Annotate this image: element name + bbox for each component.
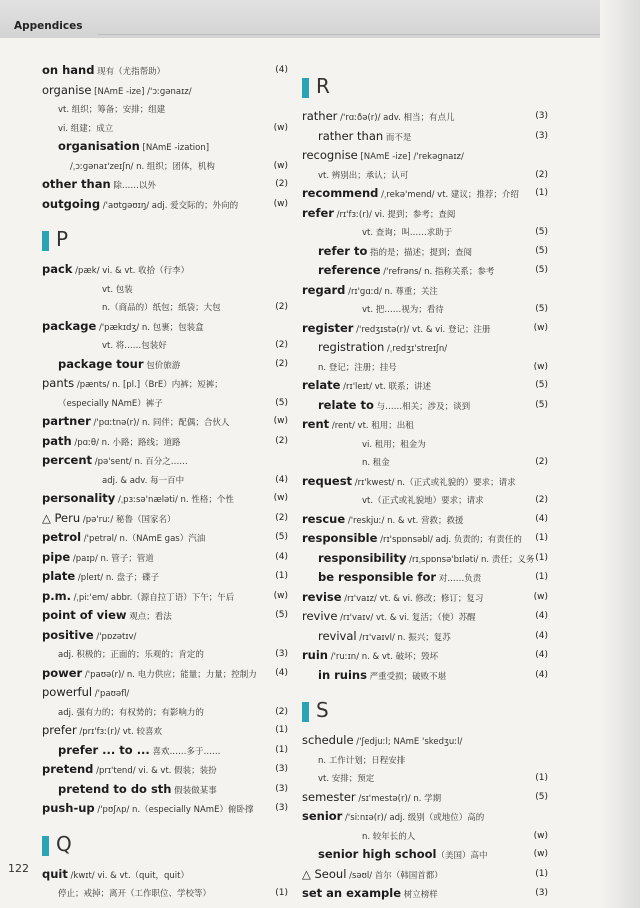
glossary-entry [302, 147, 548, 167]
definition: /'ruːɪn/ n. & vt. 破坏；毁坏 [328, 652, 439, 662]
definition: /ˌpiː'em/ abbr.（源自拉丁语）下午；午后 [70, 592, 235, 603]
definition: /'pɒzətɪv/ [93, 631, 137, 642]
section-letter: R [316, 74, 330, 98]
unit-tag: (w) [273, 160, 288, 171]
definition: n. 登记；注册；挂号 [318, 362, 397, 373]
headword: p.m. [42, 588, 71, 603]
glossary-entry [302, 828, 548, 847]
glossary-entry [302, 282, 548, 302]
headword: rescue [302, 511, 346, 526]
definition: /paɪp/ n. 管子；管道 [70, 553, 154, 564]
unit-tag: (w) [533, 361, 548, 372]
definition: 严重受损；破败不堪 [366, 671, 447, 682]
headword: plate [42, 569, 76, 583]
right-column [302, 62, 548, 905]
headword: semester [302, 789, 356, 804]
glossary-entry [302, 454, 548, 473]
unit-tag: (2) [275, 358, 288, 369]
unit-tag: (4) [275, 551, 288, 562]
header-rule [98, 34, 600, 35]
definition: n. 租金 [362, 458, 390, 468]
glossary-entry [302, 167, 548, 186]
headword: pretend to do sth [58, 781, 172, 796]
glossary-entry [302, 846, 548, 866]
glossary-entry [302, 436, 548, 455]
unit-tag: (5) [535, 265, 548, 275]
headword: pipe [42, 549, 71, 564]
glossary-entry [302, 224, 548, 243]
unit-tag: (4) [275, 667, 288, 678]
headword: personality [42, 491, 116, 505]
definition: /rɪ'fɜː(r)/ vi. 提到；参考；查阅 [333, 209, 456, 220]
definition: /rɪ'spɒnsəbl/ adj. 负责的；有责任的 [377, 535, 522, 545]
glossary-entry [42, 607, 288, 627]
headword: rather [302, 109, 338, 123]
glossary-entry [302, 885, 548, 905]
headword: △ Seoul [302, 866, 347, 881]
definition: /səʊl/ 首尔（韩国首都） [346, 870, 443, 881]
definition: vt. 组织；筹备；安排；组建 [58, 105, 166, 115]
glossary-entry [302, 262, 548, 282]
definition: vt. 查询；叫……求助于 [362, 228, 453, 238]
headword: responsibility [318, 550, 407, 565]
glossary-entry [42, 158, 288, 177]
glossary-entry [302, 416, 548, 436]
glossary-entry [302, 320, 548, 340]
definition: adj. & adv. 每一百中 [102, 475, 185, 486]
glossary-entry [42, 781, 288, 801]
definition: /rɪ'vaɪz/ vt. & vi. 修改；修订；复习 [341, 593, 484, 604]
glossary-entry [42, 646, 288, 665]
headword: registration [318, 340, 385, 354]
unit-tag: (5) [535, 380, 548, 390]
headword: quit [42, 866, 68, 881]
unit-tag: (2) [275, 706, 288, 717]
definition: /prɪ'tend/ vi. & vt. 假装；装扮 [93, 766, 217, 776]
unit-tag: (2) [535, 457, 548, 467]
headword: organise [42, 82, 92, 97]
definition: adj. 强有力的；有权势的；有影响力的 [58, 707, 204, 718]
section-marker [302, 78, 309, 98]
glossary-entry [42, 318, 288, 338]
unit-tag: (5) [535, 227, 548, 237]
glossary-entry [42, 472, 288, 491]
definition: 现有（尤指帮助） [94, 67, 166, 77]
section-letter: P [56, 227, 69, 251]
unit-tag: (4) [275, 474, 288, 485]
glossary-entry [42, 684, 288, 704]
unit-tag: (3) [275, 803, 288, 813]
unit-tag: (1) [535, 552, 548, 563]
headword: powerful [42, 685, 93, 699]
headword: reference [318, 263, 381, 277]
unit-tag: (1) [275, 744, 288, 755]
headword: △ Peru [42, 510, 81, 525]
glossary-entry [302, 732, 548, 752]
definition: vt. 把……视为；看待 [362, 305, 444, 315]
definition: 观点；看法 [126, 612, 172, 622]
unit-tag: (4) [535, 650, 548, 660]
glossary-entry [42, 176, 288, 196]
definition: /pleɪt/ n. 盘子；碟子 [75, 573, 160, 583]
headword: pack [42, 262, 73, 276]
definition: （especially NAmE）裤子 [58, 398, 163, 409]
unit-tag: (1) [535, 773, 548, 783]
unit-tag: (2) [275, 512, 288, 523]
unit-tag: (5) [275, 610, 288, 620]
unit-tag: (1) [535, 533, 548, 543]
definition: vt. 包装 [102, 284, 133, 295]
definition: /'aʊtɡəʊɪŋ/ adj. 爱交际的；外向的 [100, 200, 239, 211]
unit-tag: (3) [275, 764, 288, 774]
glossary-entry [42, 413, 288, 433]
glossary-entry [42, 761, 288, 781]
glossary-entry [302, 789, 548, 809]
glossary-entry [302, 492, 548, 511]
definition: n.（商品的）纸包；纸袋；大包 [102, 303, 221, 313]
unit-tag: (3) [275, 649, 288, 659]
glossary-entry [42, 101, 288, 120]
headword: ruin [302, 648, 328, 662]
glossary-entry [42, 337, 288, 356]
headword: package tour [58, 356, 144, 371]
glossary-entry [302, 667, 548, 687]
headword: schedule [302, 733, 354, 747]
definition: /'pɑːtnə(r)/ n. 同伴；配偶；合伙人 [90, 418, 230, 428]
glossary-entry [42, 299, 288, 318]
glossary-entry [302, 752, 548, 771]
section-letter-q [42, 830, 288, 862]
glossary-entry [42, 885, 288, 904]
unit-tag: (w) [273, 416, 288, 426]
glossary-entry [302, 550, 548, 570]
definition: /ˌɔːɡənaɪ'zeɪʃn/ n. 组织；团体，机构 [70, 161, 215, 172]
unit-tag: (2) [275, 435, 288, 446]
unit-tag: (5) [535, 399, 548, 410]
definition: 对……负责 [436, 574, 482, 584]
definition: /rɪ'leɪt/ vt. 联系；讲述 [340, 382, 431, 392]
unit-tag: (5) [535, 304, 548, 314]
unit-tag: (w) [273, 590, 288, 601]
unit-tag: (4) [275, 65, 288, 75]
headword: percent [42, 453, 93, 467]
glossary-entry [42, 665, 288, 685]
definition: /ˌrekə'mend/ vt. 建议；推荐；介绍 [378, 190, 519, 200]
definition: /'reskjuː/ n. & vt. 营救；救援 [345, 515, 464, 526]
headword: request [302, 473, 353, 488]
page-header [0, 0, 600, 38]
definition: 停止；戒掉；离开（工作职位、学校等） [58, 889, 212, 899]
unit-tag: (2) [535, 495, 548, 505]
unit-tag: (3) [535, 130, 548, 141]
definition: /'rɑːðə(r)/ adv. 相当；有点儿 [337, 113, 455, 123]
definition: /rɪ'ɡɑːd/ n. 尊重；关注 [345, 286, 438, 297]
headword: recognise [302, 148, 358, 162]
unit-tag: (2) [535, 169, 548, 180]
headword: relate [302, 378, 341, 392]
definition: /rɪ'vaɪv/ vt. & vi. 复活；（使）苏醒 [337, 613, 476, 623]
unit-tag: (1) [535, 188, 548, 198]
headword: push-up [42, 801, 95, 815]
headword: senior high school [318, 847, 437, 861]
definition: /'paʊə(r)/ n. 电力供应；能量；力量；控制力 [82, 669, 257, 680]
definition: 包价旅游 [143, 360, 181, 371]
glossary-entry [302, 339, 548, 359]
glossary-entry [302, 359, 548, 378]
headword: revival [318, 628, 357, 643]
headword: package [42, 318, 97, 333]
headword: other than [42, 177, 111, 191]
unit-tag: (1) [275, 571, 288, 581]
glossary-entry [42, 800, 288, 820]
headword: pants [42, 376, 75, 390]
glossary-entry [42, 742, 288, 762]
glossary-entry [42, 62, 288, 82]
section-letter-s [302, 696, 548, 728]
glossary-entry [302, 377, 548, 397]
headword: prefer [42, 723, 77, 737]
headword: on hand [42, 63, 95, 77]
glossary-entry [302, 243, 548, 263]
definition: /'redʒɪstə(r)/ vt. & vi. 登记；注册 [353, 324, 491, 335]
definition: /ˌredʒɪ'streɪʃn/ [384, 344, 448, 354]
glossary-entry [42, 261, 288, 281]
definition: 喜欢……多于…… [149, 746, 221, 757]
glossary-entry [302, 608, 548, 628]
unit-tag: (5) [535, 791, 548, 802]
glossary-entry [302, 569, 548, 589]
headword: senior [302, 809, 343, 823]
unit-tag: (5) [275, 532, 288, 542]
definition: /'siːnɪə(r)/ adj. 级别（或地位）高的 [342, 813, 485, 823]
glossary-entry [42, 433, 288, 453]
definition: n. 较年长的人 [362, 831, 416, 842]
headword: rent [302, 417, 330, 431]
headword: set an example [302, 886, 402, 900]
glossary-entry [302, 866, 548, 886]
definition: vi. 租用；租金为 [362, 439, 426, 450]
headword: refer to [318, 243, 368, 258]
headword: be responsible for [318, 570, 437, 584]
unit-tag: (2) [275, 302, 288, 312]
unit-tag: (4) [535, 630, 548, 641]
glossary-entry [42, 196, 288, 216]
definition: /pæk/ vi. & vt. 收拾（行李） [72, 266, 190, 276]
glossary-entry [42, 568, 288, 588]
unit-tag: (3) [535, 888, 548, 898]
definition: /sɪ'mestə(r)/ n. 学期 [355, 793, 442, 804]
glossary-entry [302, 108, 548, 128]
glossary-entry [42, 356, 288, 376]
glossary-entry [42, 452, 288, 472]
glossary-entry [42, 627, 288, 647]
glossary-entry [302, 397, 548, 417]
definition: /kwɪt/ vi. & vt.（quit，quit） [67, 870, 190, 881]
definition: vt. 安排；预定 [318, 774, 375, 784]
headword: responsible [302, 531, 378, 545]
section-title: Appendices [14, 20, 83, 32]
headword: prefer ... to ... [58, 742, 150, 757]
definition: /rɪ'vaɪvl/ n. 振兴；复苏 [356, 632, 451, 643]
definition: [NAmE -ization] [139, 143, 210, 153]
headword: revise [302, 589, 342, 604]
headword: regard [302, 282, 346, 297]
definition: 除……以外 [110, 181, 156, 191]
headword: partner [42, 414, 91, 428]
unit-tag: (4) [535, 611, 548, 621]
headword: relate to [318, 397, 374, 412]
unit-tag: (4) [535, 513, 548, 524]
headword: in ruins [318, 667, 367, 682]
headword: refer [302, 205, 334, 220]
definition: /'ʃedjuːl; NAmE 'skedʒuːl/ [353, 737, 463, 747]
definition: /'pækɪdʒ/ n. 包裹；包装盒 [96, 322, 204, 333]
glossary-entry [42, 395, 288, 414]
definition: /rɪˌspɒnsə'bɪləti/ n. 责任；义务 [406, 554, 535, 565]
glossary-entry [42, 722, 288, 742]
glossary-entry [42, 866, 288, 886]
glossary-entry [42, 704, 288, 723]
definition: /'petrəl/ n.（NAmE gas）汽油 [81, 534, 206, 544]
definition: /prɪ'fɜː(r)/ vt. 较喜欢 [76, 727, 162, 737]
glossary-entry [302, 511, 548, 531]
definition: /ˌpɜːsə'næləti/ n. 性格；个性 [115, 495, 234, 505]
unit-tag: (1) [275, 888, 288, 898]
headword: recommend [302, 186, 379, 200]
definition: [NAmE -ize] /'ɔːɡənaɪz/ [91, 86, 192, 97]
definition: /rɪ'kwest/ n.（正式或礼貌的）要求；请求 [352, 477, 516, 488]
headword: pretend [42, 762, 94, 776]
glossary-entry [302, 473, 548, 493]
glossary-entry [302, 301, 548, 320]
unit-tag: (1) [535, 572, 548, 582]
glossary-entry [302, 647, 548, 667]
unit-tag: (w) [533, 849, 548, 859]
unit-tag: (2) [275, 340, 288, 350]
section-marker [42, 836, 49, 856]
unit-tag: (w) [533, 322, 548, 333]
left-column [42, 62, 288, 904]
unit-tag: (w) [533, 830, 548, 841]
definition: 指的是；描述；提到；查阅 [367, 247, 473, 258]
unit-tag: (3) [275, 783, 288, 794]
definition: /'pʊʃʌp/ n.（especially NAmE）俯卧撑 [94, 805, 254, 815]
headword: point of view [42, 608, 127, 622]
definition: （美国）高中 [436, 851, 488, 861]
definition: 树立榜样 [401, 890, 438, 900]
section-letter-p [42, 225, 288, 257]
unit-tag: (1) [535, 868, 548, 879]
glossary-entry [42, 375, 288, 395]
section-letter: S [316, 698, 329, 722]
glossary-entry [42, 529, 288, 549]
definition: [NAmE -ize] /'rekəɡnaɪz/ [357, 152, 464, 162]
definition: vt. 将……包装好 [102, 341, 167, 351]
glossary-entry [42, 490, 288, 510]
headword: path [42, 433, 72, 448]
definition: /'paʊəfl/ [92, 689, 130, 699]
glossary-entry [42, 549, 288, 569]
unit-tag: (5) [535, 245, 548, 256]
headword: power [42, 665, 83, 680]
unit-tag: (w) [273, 198, 288, 209]
glossary-entry [302, 589, 548, 609]
section-letter: Q [56, 831, 72, 856]
glossary-entry [42, 588, 288, 608]
definition: vi. 组建；成立 [58, 123, 114, 134]
definition: /pə'ruː/ 秘鲁（国家名） [80, 514, 176, 525]
headword: register [302, 320, 354, 335]
glossary-entry [302, 128, 548, 148]
unit-tag: (1) [275, 725, 288, 735]
definition: /rent/ vt. 租用；出租 [329, 421, 414, 431]
definition: /'refrəns/ n. 指称关系；参考 [380, 267, 495, 277]
definition: /pænts/ n. [pl.]（BrE）内裤；短裤； [74, 380, 223, 390]
section-marker [302, 702, 309, 722]
page-number: 122 [8, 862, 29, 875]
unit-tag: (w) [273, 493, 288, 503]
definition: vt.（正式或礼貌地）要求；请求 [362, 496, 484, 506]
headword: organisation [58, 139, 140, 153]
definition: /pɑːθ/ n. 小路；路线；道路 [71, 437, 181, 448]
glossary-entry [302, 770, 548, 789]
headword: revive [302, 609, 338, 623]
glossary-entry [302, 808, 548, 828]
headword: petrol [42, 530, 82, 544]
headword: rather than [318, 128, 384, 143]
unit-tag: (3) [535, 111, 548, 121]
glossary-entry [42, 510, 288, 530]
headword: positive [42, 627, 94, 642]
glossary-entry [302, 185, 548, 205]
unit-tag: (w) [273, 122, 288, 133]
definition: vt. 辨别出；承认；认可 [318, 170, 409, 181]
section-marker [42, 231, 49, 251]
glossary-entry [42, 82, 288, 102]
unit-tag: (5) [275, 397, 288, 408]
glossary-entry [302, 530, 548, 550]
definition: 假装做某事 [171, 785, 217, 796]
glossary-entry [42, 120, 288, 139]
definition: 与……相关；涉及；谈到 [373, 401, 471, 412]
headword: outgoing [42, 196, 101, 211]
definition: /pə'sent/ n. 百分之…… [92, 457, 188, 467]
definition: n. 工作计划；日程安排 [318, 755, 406, 766]
glossary-entry [302, 205, 548, 225]
definition: 而不是 [383, 132, 412, 143]
unit-tag: (2) [275, 179, 288, 189]
unit-tag: (4) [535, 669, 548, 680]
section-letter-r [302, 72, 548, 104]
glossary-entry [302, 628, 548, 648]
glossary-entry [42, 138, 288, 158]
glossary-entry [42, 281, 288, 300]
definition: adj. 积极的；正面的；乐观的；肯定的 [58, 650, 204, 660]
page-edge-shadow [600, 0, 640, 908]
unit-tag: (w) [533, 591, 548, 602]
